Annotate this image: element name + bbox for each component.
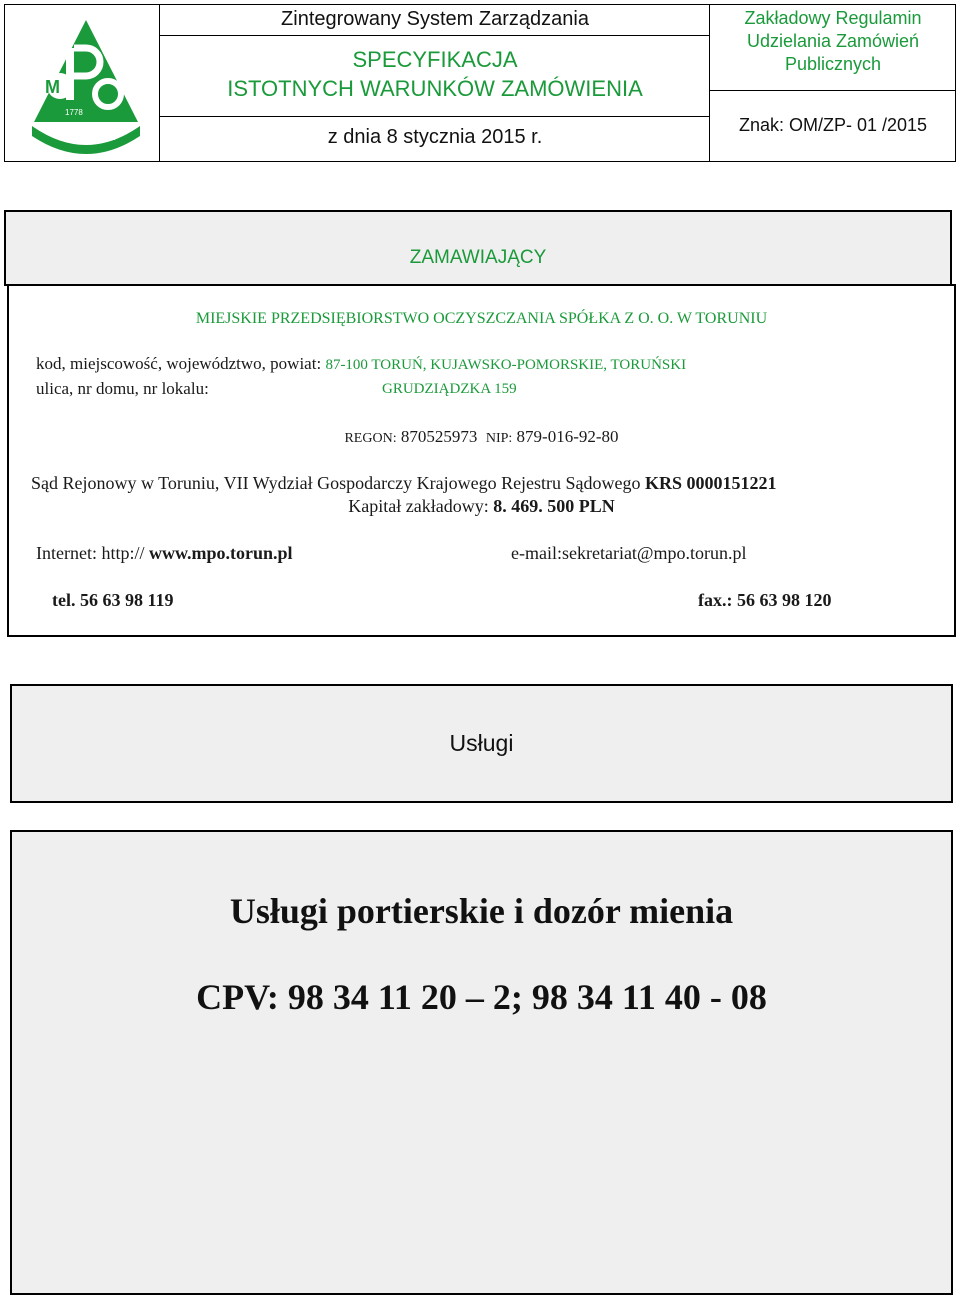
location-label: kod, miejscowość, województwo, powiat: (36, 354, 322, 373)
svg-text:P: P (70, 70, 71, 71)
title-cell (160, 4, 710, 162)
mpo-logo (4, 4, 158, 160)
svg-text:TORUŃ: TORUŃ (58, 128, 119, 143)
fax-number: fax.: 56 63 98 120 (698, 590, 832, 610)
internet-row (36, 543, 293, 564)
document-sign: Znak: OM/ZP- 01 /2015 (738, 115, 928, 135)
regon-nip-row (9, 427, 954, 447)
cpv-codes: CPV: 98 34 11 20 – 2; 98 34 11 40 - 08 (196, 977, 767, 1017)
location-row (36, 354, 686, 374)
regulation-line2: Udzielania Zamówień (746, 31, 920, 51)
court-row (31, 473, 777, 494)
orderer-heading: ZAMAWIAJĄCY (409, 247, 547, 268)
svg-text:1778: 1778 (65, 108, 83, 117)
location-value: 87-100 TORUŃ, KUJAWSKO-POMORSKIE, TORUŃSKI (325, 357, 687, 373)
regon-value: 870525973 (400, 427, 478, 446)
svg-text:O: O (104, 98, 105, 99)
capital-row (9, 496, 954, 517)
company-name: MIEJSKIE PRZEDSIĘBIORSTWO OCZYSZCZANIA SPÓŁKA Z O. O. W TORUNIU (195, 310, 768, 327)
category-box (10, 684, 953, 803)
subject-title: Usługi portierskie i dozór mienia (229, 891, 734, 931)
svg-text:M: M (45, 77, 60, 97)
spec-title-line1: SPECYFIKACJA (352, 47, 518, 72)
subject-box (10, 830, 953, 1295)
system-title: Zintegrowany System Zarządzania (281, 8, 589, 30)
street-label: ulica, nr domu, nr lokalu: (36, 379, 209, 398)
logo-cell (4, 4, 160, 162)
capital-label: Kapitał zakładowy: (348, 496, 489, 516)
document-date: z dnia 8 stycznia 2015 r. (327, 126, 543, 148)
regon-label: REGON: (344, 431, 397, 446)
regulation-line1: Zakładowy Regulamin (744, 8, 922, 28)
phone-number: tel. 56 63 98 119 (52, 590, 174, 610)
email-link[interactable]: e-mail:sekretariat@mpo.torun.pl (511, 543, 747, 563)
website-link[interactable]: www.mpo.torun.pl (148, 543, 293, 563)
orderer-info-box (7, 284, 956, 637)
krs-number: KRS 0000151221 (645, 473, 777, 493)
regulation-cell (710, 4, 956, 162)
street-value: GRUDZIĄDZKA 159 (382, 381, 517, 397)
nip-label: NIP: (485, 431, 513, 446)
court-text: Sąd Rejonowy w Toruniu, VII Wydział Gospodarczy Krajowego Rejestru Sądowego (31, 473, 641, 493)
spec-title-line2: ISTOTNYCH WARUNKÓW ZAMÓWIENIA (227, 76, 643, 101)
internet-label: Internet: http:// (36, 543, 145, 563)
orderer-heading-box (4, 210, 952, 286)
street-row (36, 379, 209, 399)
category-label: Usługi (449, 730, 514, 756)
capital-value: 8. 469. 500 PLN (493, 496, 615, 516)
regulation-line3: Publicznych (784, 54, 882, 74)
nip-value: 879-016-92-80 (516, 427, 619, 446)
